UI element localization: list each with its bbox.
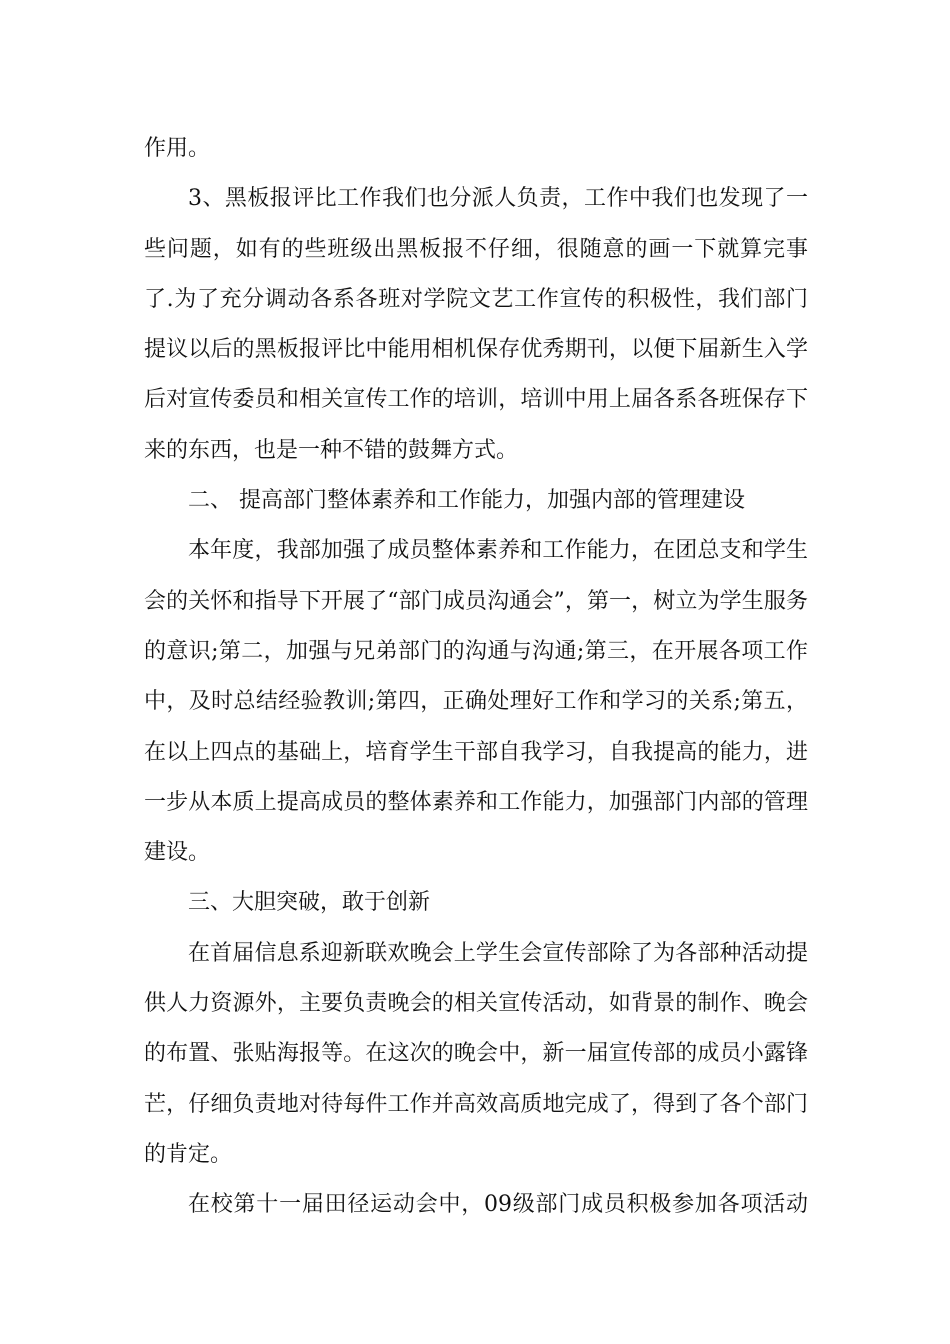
paragraph-welcome-party: 在首届信息系迎新联欢晚会上学生会宣传部除了为各部种活动提供人力资源外，主要负责晚会的相关宣传活动，如背景的制作、晚会的布置、张贴海报等。在这次的晚会中，新一届宣传部的成员小露锋芒，仔细负责地对待每件工作并高效高质地完成了，得到了各个部门的肯定。 bbox=[144, 940, 808, 1167]
paragraph-continuation: 作用。 bbox=[144, 136, 211, 161]
paragraph-blackboard-review: 3、黑板报评比工作我们也分派人负责，工作中我们也发现了一些问题，如有的些班级出黑板报不仔细，很随意的画一下就算完事了.为了充分调动各系各班对学院文艺工作宣传的积极性，我们部门提议以后的黑板报评比中能用相机保存优秀期刊，以便下届新生入学后对宣传委员和相关宣传工作的培训，培训中用上届各系各班保存下来的东西，也是一种不错的鼓舞方式。 bbox=[144, 186, 808, 463]
section-heading-two: 二、 提高部门整体素养和工作能力，加强内部的管理建设 bbox=[188, 488, 745, 514]
section-heading-three: 三、大胆突破，敢于创新 bbox=[188, 890, 431, 916]
paragraph-department-quality: 本年度，我部加强了成员整体素养和工作能力，在团总支和学生会的关怀和指导下开展了“部门成员沟通会”，第一，树立为学生服务的意识;第二，加强与兄弟部门的沟通与沟通;第三，在开展各项工作中，及时总结经验教训;第四，正确处理好工作和学习的关系;第五，在以上四点的基础上，培育学生干部自我学习，自我提高的能力，进一步从本质上提高成员的整体素养和工作能力，加强部门内部的管理建设。 bbox=[144, 538, 808, 866]
document-body bbox=[144, 124, 808, 1231]
paragraph-sports-meet: 在校第十一届田径运动会中，09级部门成员积极参加各项活动 bbox=[188, 1192, 808, 1218]
